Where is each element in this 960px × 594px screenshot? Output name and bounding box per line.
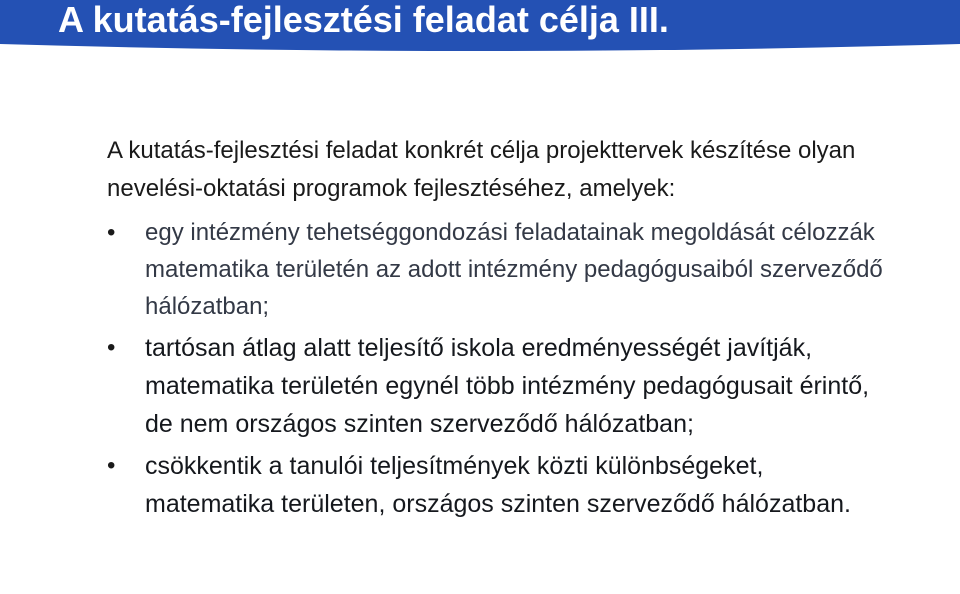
- intro-paragraph: A kutatás-fejlesztési feladat konkrét célja projekttervek készítése olyan nevelési-oktatási programok fejlesztéséhez, amelyek:: [107, 137, 856, 202]
- slide-body: [107, 132, 897, 527]
- bullet-text: tartósan átlag alatt teljesítő iskola eredményességét javítják, matematika területén egynél több intézmény pedagógusait érintő, de nem országos szinten szerveződő hálózatban;: [145, 334, 870, 438]
- bullet-item: [107, 447, 897, 523]
- bullet-text: egy intézmény tehetséggondozási feladatainak megoldását célozzák matematika területén az adott intézmény pedagógusaiból szerveződő hálózatban;: [145, 219, 883, 320]
- bullet-marker: •: [107, 219, 116, 246]
- bullet-text: csökkentik a tanulói teljesítmények közti különbségeket, matematika területen, országos szinten szerveződő hálózatban.: [145, 452, 851, 518]
- bullet-list: [107, 214, 897, 523]
- bullet-marker: •: [107, 452, 116, 479]
- bullet-marker: •: [107, 334, 116, 361]
- title-banner: [0, 0, 960, 52]
- bullet-item: [107, 214, 897, 325]
- bullet-item: [107, 329, 897, 443]
- page-title: A kutatás-fejlesztési feladat célja III.: [58, 0, 669, 40]
